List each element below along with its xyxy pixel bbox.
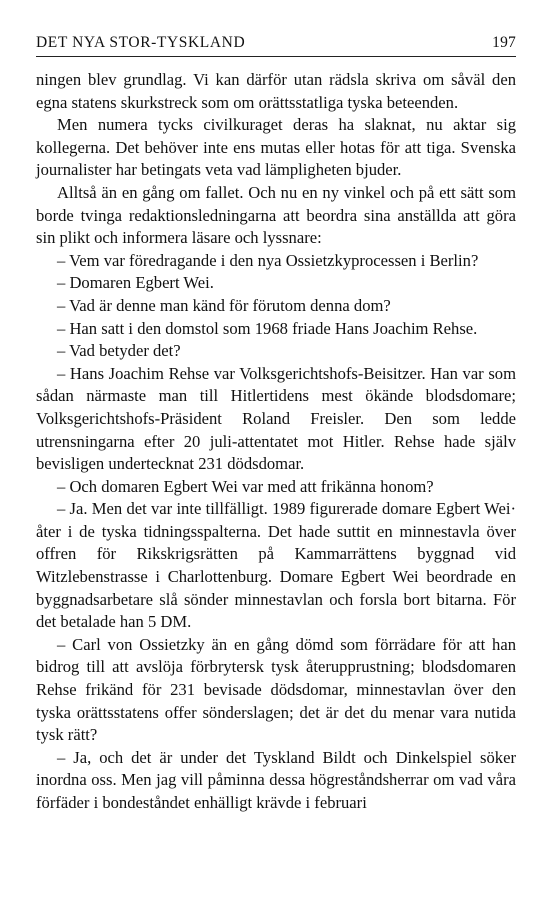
paragraph: Alltså än en gång om fallet. Och nu en ny vinkel och på ett sätt som borde tvinga redaktionsledningarna att beordra sina anställda att göra sin plikt och informera läsare och lyssnare: [36, 182, 516, 248]
dialogue-line: – Vad är denne man känd för förutom denna dom? [57, 295, 391, 315]
page-header [36, 34, 516, 57]
body-text [36, 69, 516, 815]
dialogue-line: – Vad betyder det? [57, 341, 181, 361]
dialogue-line: – Vem var föredragande i den nya Ossietzkyprocessen i Berlin? [57, 250, 479, 270]
paragraph: ningen blev grundlag. Vi kan därför utan rädsla skriva om såväl den egna statens skurkstreck som om orättsstatliga tyska beteenden. [36, 70, 516, 112]
dialogue-line: – Domaren Egbert Wei. [57, 273, 214, 293]
dialogue-line: – Ja. Men det var inte tillfälligt. 1989 figurerade domare Egbert Wei· åter i de tyska tidningsspalterna. Det hade suttit en minnestavla över offren för Rikskrigsrätten på Kammarrättens byggnad vid Witzlebenstrasse i Charlottenburg. Domare Egbert Wei beordrade en byggnadsarbetare slå sönder minnestavlan och forsla bort bitarna. För det betalade han 5 DM. [36, 499, 516, 632]
book-page [36, 34, 516, 815]
dialogue-line: – Carl von Ossietzky än en gång dömd som förrädare för att han bidrog till att avslöja förbrytersk tysk återupprustning; blodsdomaren Rehse frikänd för 231 bevisade dödsdomar, minnestavlan över den tyska orättsstatens offer sönderslagen; det är det du menar vara nutida tysk rätt? [36, 634, 516, 745]
dialogue-line: – Hans Joachim Rehse var Volksgerichtshofs-Beisitzer. Han var som sådan närmaste man till Hitlertidens mest ökände blodsdomare; Volksgerichtshofs-Präsident Roland Freisler. Den som ledde utrensningarna efter 20 juli-attentatet mot Hitler. Rehse hade själv bevisligen undertecknat 231 dödsdomar. [36, 363, 516, 474]
dialogue-line: – Han satt i den domstol som 1968 friade Hans Joachim Rehse. [57, 318, 478, 338]
page-number: 197 [492, 34, 516, 51]
running-head: DET NYA STOR-TYSKLAND [36, 34, 246, 51]
dialogue-line: – Och domaren Egbert Wei var med att frikänna honom? [57, 476, 434, 496]
dialogue-line: – Ja, och det är under det Tyskland Bildt och Dinkelspiel söker inordna oss. Men jag vill påminna dessa högreståndsherrar om vad våra förfäder i bondeståndet enhälligt krävde i februari [36, 747, 516, 812]
paragraph: Men numera tycks civilkuraget deras ha slaknat, nu aktar sig kollegerna. Det behöver inte ens mutas eller hotas för att tiga. Svenska journalister har betingats veta vad lämpligheten bjuder. [36, 115, 516, 180]
